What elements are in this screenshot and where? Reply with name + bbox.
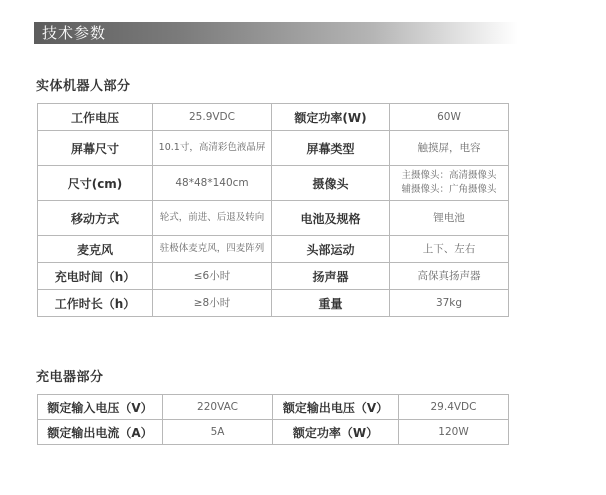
spec-label: 尺寸(cm)	[38, 166, 153, 201]
table-row	[38, 104, 509, 131]
charger-section-heading: 充电器部分	[36, 370, 104, 385]
spec-label: 屏幕尺寸	[38, 131, 153, 166]
spec-value: ≥8小时	[153, 290, 272, 317]
table-row	[38, 395, 509, 420]
spec-label: 麦克风	[38, 236, 153, 263]
spec-value: ≤6小时	[153, 263, 272, 290]
spec-value: 驻极体麦克风，四麦阵列	[153, 236, 272, 263]
charger-spec-table	[37, 394, 509, 445]
spec-label: 摄像头	[272, 166, 390, 201]
table-row	[38, 166, 509, 201]
spec-label: 工作电压	[38, 104, 153, 131]
spec-value: 25.9VDC	[153, 104, 272, 131]
spec-value: 锂电池	[390, 201, 509, 236]
spec-value: 10.1寸，高清彩色液晶屏	[153, 131, 272, 166]
spec-label: 头部运动	[272, 236, 390, 263]
spec-value: 上下、左右	[390, 236, 509, 263]
spec-label: 屏幕类型	[272, 131, 390, 166]
spec-value: 5A	[163, 420, 273, 445]
spec-label: 工作时长（h）	[38, 290, 153, 317]
table-row	[38, 236, 509, 263]
robot-section-heading: 实体机器人部分	[36, 79, 131, 94]
section-header-bar	[34, 22, 518, 44]
table-row	[38, 263, 509, 290]
robot-spec-table	[37, 103, 509, 317]
table-row	[38, 290, 509, 317]
spec-label: 额定功率（W）	[273, 420, 399, 445]
table-row	[38, 420, 509, 445]
spec-label: 额定输入电压（V）	[38, 395, 163, 420]
spec-value: 29.4VDC	[399, 395, 509, 420]
spec-label: 充电时间（h）	[38, 263, 153, 290]
spec-value: 高保真扬声器	[390, 263, 509, 290]
page-title: 技术参数	[42, 24, 107, 42]
spec-value: 轮式，前进、后退及转向	[153, 201, 272, 236]
spec-label: 额定功率(W)	[272, 104, 390, 131]
spec-label: 移动方式	[38, 201, 153, 236]
spec-label: 额定输出电流（A）	[38, 420, 163, 445]
spec-value: 主摄像头：高清摄像头 辅摄像头：广角摄像头	[390, 166, 509, 201]
spec-label: 扬声器	[272, 263, 390, 290]
spec-value: 37kg	[390, 290, 509, 317]
table-row	[38, 201, 509, 236]
spec-value: 60W	[390, 104, 509, 131]
spec-value: 220VAC	[163, 395, 273, 420]
spec-value: 触摸屏，电容	[390, 131, 509, 166]
spec-value: 120W	[399, 420, 509, 445]
table-row	[38, 131, 509, 166]
spec-value: 48*48*140cm	[153, 166, 272, 201]
spec-label: 额定输出电压（V）	[273, 395, 399, 420]
spec-label: 电池及规格	[272, 201, 390, 236]
spec-label: 重量	[272, 290, 390, 317]
